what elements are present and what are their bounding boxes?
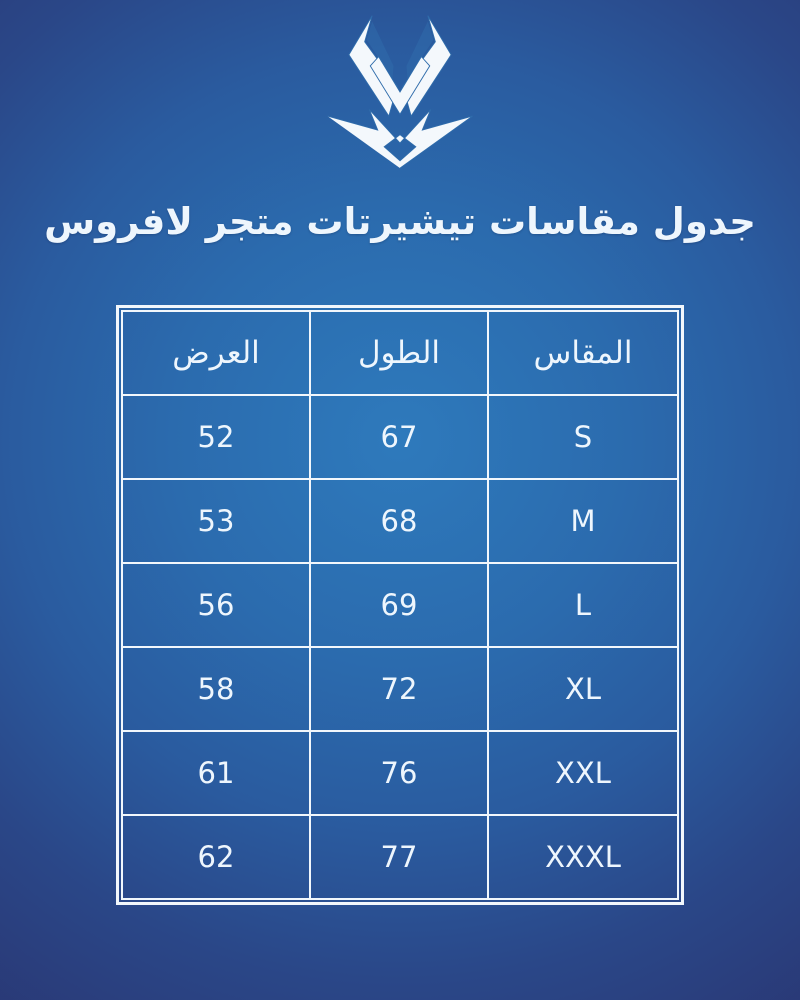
cell-width: 52 — [122, 395, 310, 479]
cell-length: 77 — [310, 815, 488, 899]
header-width: العرض — [122, 311, 310, 395]
page-title: جدول مقاسات تيشيرتات متجر لافروس — [44, 200, 756, 243]
store-logo — [315, 10, 485, 172]
cell-length: 67 — [310, 395, 488, 479]
cell-length: 69 — [310, 563, 488, 647]
table-header-row — [122, 311, 678, 395]
cell-width: 53 — [122, 479, 310, 563]
size-table-frame — [116, 305, 684, 905]
cell-size: XXL — [488, 731, 678, 815]
table-row — [122, 395, 678, 479]
table-row — [122, 479, 678, 563]
cell-width: 61 — [122, 731, 310, 815]
cell-size: M — [488, 479, 678, 563]
cell-size: XL — [488, 647, 678, 731]
table-row — [122, 647, 678, 731]
cell-size: S — [488, 395, 678, 479]
table-row — [122, 563, 678, 647]
cell-length: 72 — [310, 647, 488, 731]
horns-arrow-logo-icon — [317, 12, 483, 170]
cell-width: 56 — [122, 563, 310, 647]
table-row — [122, 731, 678, 815]
cell-size: L — [488, 563, 678, 647]
cell-width: 62 — [122, 815, 310, 899]
size-chart-table — [121, 310, 679, 900]
cell-length: 68 — [310, 479, 488, 563]
cell-length: 76 — [310, 731, 488, 815]
cell-width: 58 — [122, 647, 310, 731]
table-row — [122, 815, 678, 899]
header-size: المقاس — [488, 311, 678, 395]
header-length: الطول — [310, 311, 488, 395]
cell-size: XXXL — [488, 815, 678, 899]
